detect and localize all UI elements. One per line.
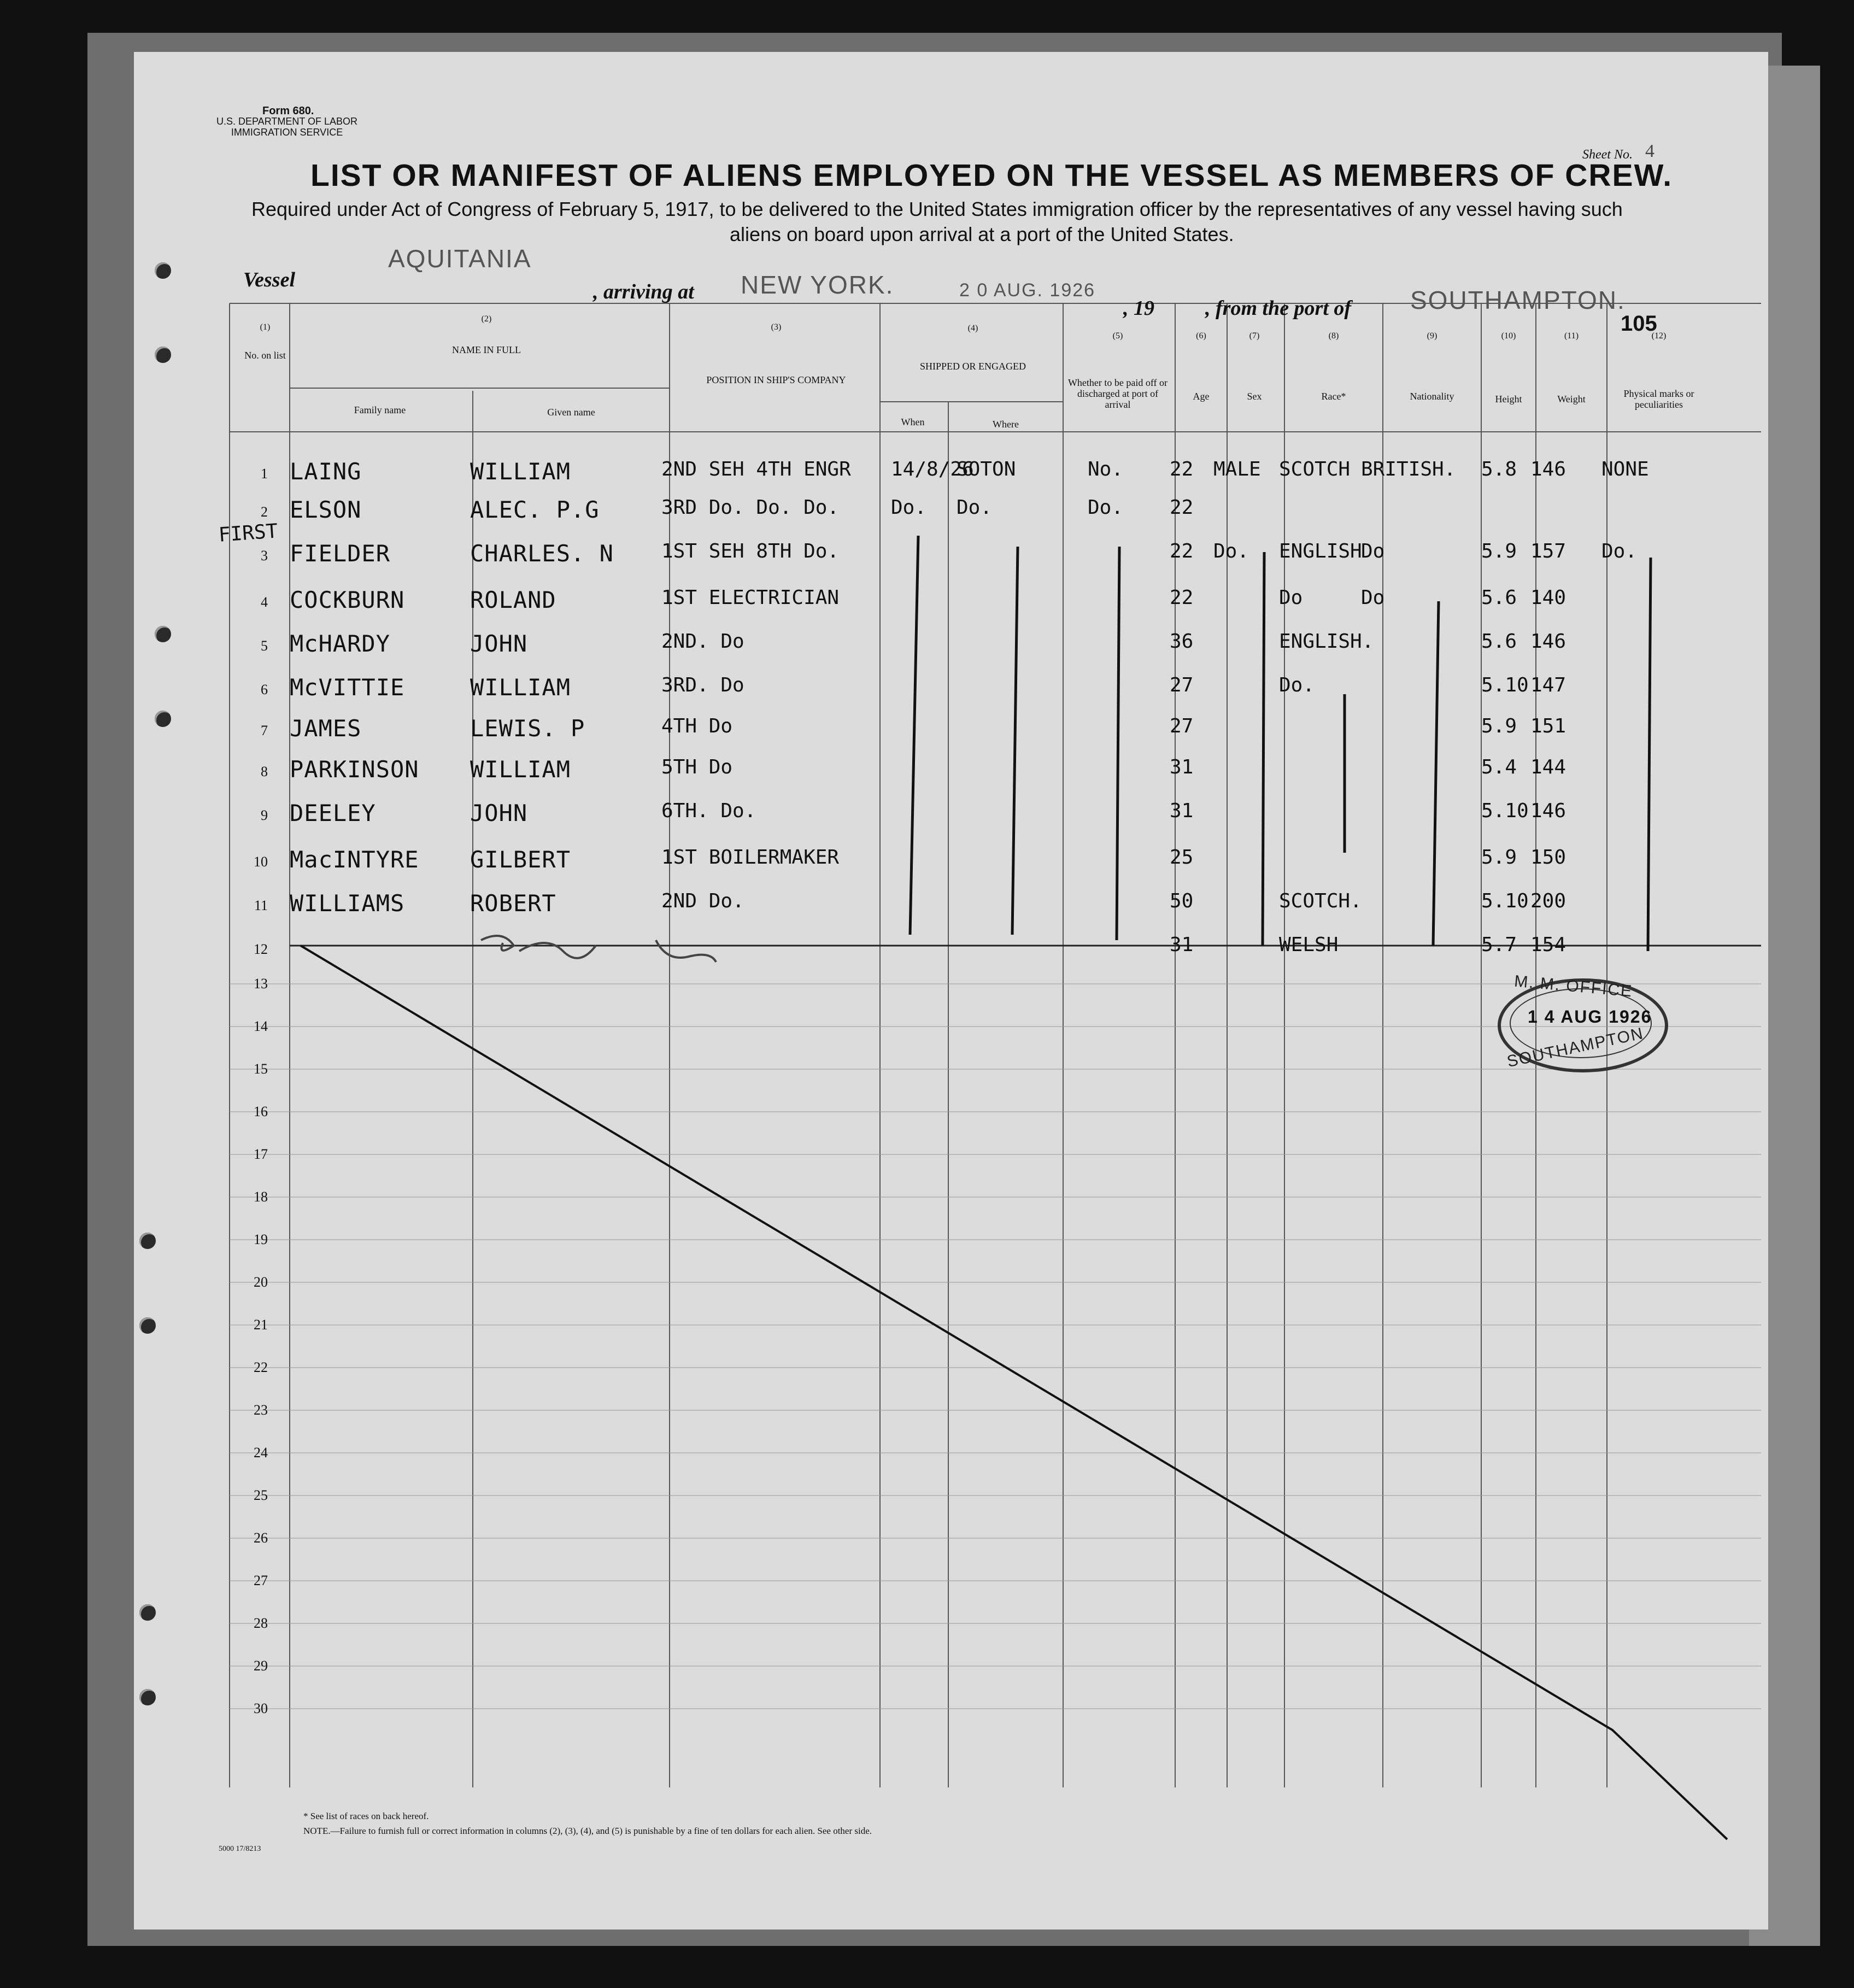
crew-given: ALEC. P.G (470, 496, 600, 523)
empty-row-number: 21 (254, 1317, 268, 1333)
empty-row-number: 23 (254, 1402, 268, 1418)
row-number: 1 (261, 466, 268, 482)
departure-port-stamp: SOUTHAMPTON. (1410, 286, 1626, 314)
inspector-signature (481, 936, 716, 962)
crew-position: 3RD. Do (661, 674, 744, 696)
row-number: 3 (261, 548, 268, 564)
empty-row-number: 27 (254, 1573, 268, 1588)
crew-family: McVITTIE (290, 674, 405, 701)
crew-race: Do. (1279, 674, 1315, 696)
crew-height: 5.10 (1481, 800, 1529, 822)
penalty-note: NOTE.—Failure to furnish full or correct information in columns (2), (3), (4), and (5) is punishable by a fine of ten dollars for each alien. See other side. (303, 1826, 872, 1836)
row-number: 10 (254, 854, 268, 870)
crew-weight: 154 (1530, 934, 1566, 956)
empty-row-number: 16 (254, 1104, 268, 1119)
column-header: SHIPPED OR ENGAGED (919, 361, 1026, 372)
crew-family: DEELEY (290, 800, 376, 826)
crew-race: SCOTCH (1279, 458, 1351, 480)
crew-height: 5.4 (1481, 756, 1517, 778)
where-subheader: Where (993, 419, 1019, 430)
crew-given: ROBERT (470, 890, 556, 917)
crew-family: McHARDY (290, 630, 391, 657)
column-number: (8) (1328, 331, 1339, 341)
column-header: Whether to be paid off or discharged at port of arrival (1067, 377, 1168, 410)
when-subheader: When (901, 417, 925, 427)
crew-paid: Do. (1088, 496, 1124, 519)
crew-position: 4TH Do (661, 715, 733, 737)
empty-row-number: 24 (254, 1445, 268, 1461)
arrival-date-stamp: 2 0 AUG. 1926 (959, 280, 1096, 301)
crew-age: 22 (1170, 496, 1194, 519)
crew-position: 5TH Do (661, 756, 733, 778)
crew-position: 3RD Do. Do. Do. (661, 496, 840, 519)
year-label: , 19 (1123, 297, 1154, 320)
row-number: 6 (261, 682, 268, 697)
crew-race: Do (1279, 587, 1303, 609)
crew-given: WILLIAM (470, 458, 571, 485)
crew-race: SCOTCH. (1279, 890, 1362, 912)
crew-position: 2ND SEH 4TH ENGR (661, 458, 851, 480)
empty-row-number: 17 (254, 1146, 268, 1162)
vessel-name-stamp: AQUITANIA (388, 244, 532, 273)
closing-diagonal (301, 946, 1727, 1839)
crew-weight: 150 (1530, 846, 1566, 869)
crew-family: PARKINSON (290, 756, 419, 783)
empty-row-number: 19 (254, 1231, 268, 1247)
column-number: (9) (1427, 331, 1438, 341)
crew-marks: NONE (1601, 458, 1649, 480)
crew-race: ENGLISH (1279, 540, 1362, 562)
crew-height: 5.6 (1481, 587, 1517, 609)
row-number: 9 (261, 807, 268, 823)
column-header: Age (1193, 391, 1210, 402)
column-header: NAME IN FULL (452, 344, 521, 355)
crew-given: JOHN (470, 800, 528, 826)
crew-nationality: Do (1361, 587, 1385, 609)
arrival-port-stamp: NEW YORK. (741, 271, 894, 299)
crew-age: 27 (1170, 674, 1194, 696)
empty-row-number: 14 (254, 1018, 268, 1034)
crew-age: 31 (1170, 756, 1194, 778)
column-header: POSITION IN SHIP'S COMPANY (706, 374, 846, 385)
crew-weight: 140 (1530, 587, 1566, 609)
crew-position: 2ND Do. (661, 890, 744, 912)
races-footnote: * See list of races on back hereof. (303, 1811, 429, 1821)
crew-given: CHARLES. N (470, 540, 614, 567)
empty-row-number: 18 (254, 1189, 268, 1205)
column-header: Sex (1247, 391, 1262, 402)
crew-age: 22 (1170, 458, 1194, 480)
column-number: (2) (481, 314, 492, 324)
crew-weight: 151 (1530, 715, 1566, 737)
crew-height: 5.9 (1481, 540, 1517, 562)
empty-row-number: 26 (254, 1530, 268, 1546)
sheet-number: 4 (1645, 141, 1654, 161)
empty-row-number: 30 (254, 1700, 268, 1716)
column-header: No. on list (244, 350, 286, 361)
crew-weight: 146 (1530, 458, 1566, 480)
crew-height: 5.7 (1481, 934, 1517, 956)
crew-family: LAING (290, 458, 362, 485)
page-title: LIST OR MANIFEST OF ALIENS EMPLOYED ON THE VESSEL AS MEMBERS OF CREW. (310, 158, 1673, 193)
crew-age: 36 (1170, 630, 1194, 653)
stamp-office-name: M. M. OFFICE (1513, 972, 1634, 1001)
crew-height: 5.10 (1481, 674, 1529, 696)
row-number: 8 (261, 764, 268, 779)
department-line: U.S. DEPARTMENT OF LABOR (216, 116, 358, 127)
crew-given: WILLIAM (470, 756, 571, 783)
arriving-label: , arriving at (593, 280, 694, 303)
stamp-date: 1 4 AUG 1926 (1528, 1007, 1652, 1027)
crew-height: 5.10 (1481, 890, 1529, 912)
crew-age: 27 (1170, 715, 1194, 737)
crew-nationality: BRITISH. (1361, 458, 1456, 480)
empty-row-number: 20 (254, 1274, 268, 1290)
row-number: 12 (254, 941, 268, 957)
crew-age: 22 (1170, 587, 1194, 609)
form-number: Form 680. (262, 105, 314, 117)
crew-nationality: Do (1361, 540, 1385, 562)
crew-where: SOTON (957, 458, 1016, 480)
column-number: (1) (260, 322, 271, 332)
crew-marks: Do. (1601, 540, 1638, 562)
crew-height: 5.9 (1481, 715, 1517, 737)
crew-given: LEWIS. P (470, 715, 585, 742)
page-number: 105 (1621, 312, 1657, 336)
crew-position: 6TH. Do. (661, 800, 756, 822)
crew-race: ENGLISH. (1279, 630, 1374, 653)
crew-position: 1ST BOILERMAKER (661, 846, 840, 869)
column-number: (11) (1564, 331, 1579, 341)
column-number: (10) (1501, 331, 1516, 341)
crew-weight: 157 (1530, 540, 1566, 562)
crew-height: 5.8 (1481, 458, 1517, 480)
empty-row-number: 25 (254, 1487, 268, 1503)
stamp-port: SOUTHAMPTON (1505, 1024, 1646, 1071)
crew-age: 50 (1170, 890, 1194, 912)
empty-row-number: 22 (254, 1359, 268, 1375)
crew-where: Do. (957, 496, 993, 519)
crew-age: 22 (1170, 540, 1194, 562)
crew-given: ROLAND (470, 587, 556, 613)
given-name-subheader: Given name (547, 407, 595, 418)
vessel-label: Vessel (243, 268, 295, 291)
empty-row-number: 13 (254, 976, 268, 992)
column-number: (7) (1249, 331, 1260, 341)
crew-position: 2ND. Do (661, 630, 744, 653)
empty-row-number: 15 (254, 1061, 268, 1077)
act-requirement-line2: aliens on board upon arrival at a port of the United States. (730, 223, 1234, 245)
crew-age: 31 (1170, 800, 1194, 822)
column-number: (3) (771, 322, 782, 332)
row-number: 11 (254, 898, 268, 913)
crew-weight: 147 (1530, 674, 1566, 696)
column-header: Nationality (1410, 391, 1454, 402)
crew-family: JAMES (290, 715, 362, 742)
column-number: (4) (967, 324, 978, 333)
crew-position: 1ST SEH 8TH Do. (661, 540, 840, 562)
print-code: 5000 17/8213 (219, 1845, 261, 1853)
row-number: 2 (261, 504, 268, 520)
service-line: IMMIGRATION SERVICE (231, 127, 343, 138)
crew-weight: 144 (1530, 756, 1566, 778)
crew-paid: No. (1088, 458, 1124, 480)
column-header: Height (1495, 394, 1522, 404)
row-number: 4 (261, 594, 268, 610)
crew-family: ELSON (290, 496, 362, 523)
crew-sex: MALE (1213, 458, 1261, 480)
column-header: Weight (1557, 394, 1586, 404)
from-port-label: , from the port of (1205, 297, 1352, 320)
crew-given: JOHN (470, 630, 528, 657)
crew-given: GILBERT (470, 846, 571, 873)
column-header: Physical marks or peculiarities (1623, 388, 1694, 410)
column-number: (6) (1196, 331, 1206, 341)
crew-given: WILLIAM (470, 674, 571, 701)
crew-weight: 200 (1530, 890, 1566, 912)
crew-family: COCKBURN (290, 587, 405, 613)
crew-weight: 146 (1530, 800, 1566, 822)
column-header: Race* (1321, 391, 1346, 402)
column-number: (5) (1112, 331, 1123, 341)
crew-family: MacINTYRE (290, 846, 419, 873)
crew-weight: 146 (1530, 630, 1566, 653)
sheet-label: Sheet No. (1582, 148, 1633, 162)
row-number: 7 (261, 723, 268, 738)
family-name-subheader: Family name (354, 404, 406, 415)
crew-height: 5.6 (1481, 630, 1517, 653)
empty-row-number: 28 (254, 1615, 268, 1631)
crew-when: Do. (891, 496, 927, 519)
crew-race: WELSH (1279, 934, 1339, 956)
crew-age: 31 (1170, 934, 1194, 956)
crew-family: WILLIAMS (290, 890, 405, 917)
row-number: 5 (261, 638, 268, 654)
margin-note: FIRST (218, 520, 279, 547)
crew-sex: Do. (1213, 540, 1249, 562)
crew-when: 14/8/26 (891, 458, 974, 480)
department-name (216, 116, 357, 138)
column-number: (12) (1651, 331, 1667, 341)
crew-age: 25 (1170, 846, 1194, 869)
crew-height: 5.9 (1481, 846, 1517, 869)
act-requirement-line1: Required under Act of Congress of February 5, 1917, to be delivered to the United States immigration officer by the representatives of any vessel having such (251, 198, 1623, 220)
empty-row-number: 29 (254, 1658, 268, 1674)
crew-position: 1ST ELECTRICIAN (661, 587, 840, 609)
crew-family: FIELDER (290, 540, 391, 567)
